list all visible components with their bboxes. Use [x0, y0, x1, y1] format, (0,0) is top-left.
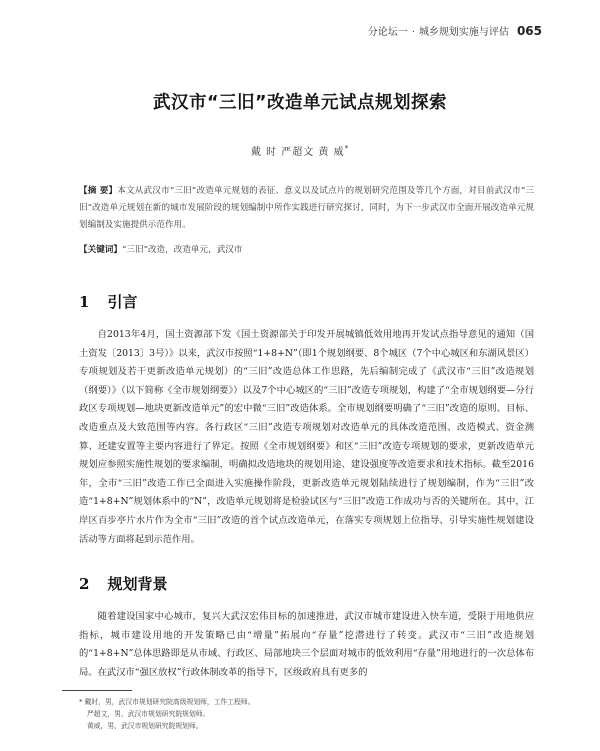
running-head-section: 分论坛一 [367, 27, 408, 38]
footnote-divider [62, 690, 132, 691]
footnote-line: * 戴时，男，武汉市规划研究院高级规划师，工作工程师。 [79, 698, 255, 706]
footnote [79, 696, 534, 732]
page-number: 065 [516, 24, 542, 38]
footnote-line: 严超文，男，武汉市规划研究院规划师。 [87, 710, 210, 718]
section-number: 1 [79, 293, 90, 311]
keywords-label: 【关键词】 [79, 245, 122, 255]
abstract-label: 【摘 要】 [79, 186, 118, 196]
section-heading-introduction [79, 291, 137, 312]
author-line [0, 143, 600, 158]
section-paragraph-background: 随着建设国家中心城市，复兴大武汉宏伟目标的加速推进，武汉市城市建设进入快车道，受限于用地供应指标，城市建设用地的开发策略已由“增量”拓展向“存量”挖潜进行了转变。武汉市“三旧”改造规划的“1+8+N”总体思路即是从市域、行政区、局部地块三个层面对城市的低效利用“存量”用地进行的一次总体布局。在武汉市“强区放权”行政体制改革的指导下，区级政府具有更多的 [79, 611, 534, 678]
section-title: 规划背景 [107, 575, 168, 593]
section-heading-background [79, 573, 167, 594]
abstract [79, 183, 534, 234]
footnote-line: 黄威，男，武汉市规划研究院规划师。 [87, 722, 203, 730]
keywords [79, 242, 534, 259]
running-head-topic: 城乡规划实施与评估 [418, 27, 509, 38]
running-head-separator: · [411, 27, 415, 38]
author-names: 戴 时 严超文 黄 威 [250, 147, 345, 158]
section-paragraph-introduction: 自2013年4月，国土资源部下发《国土资源部关于印发开展城镇低效用地再开发试点指导意见的通知（国土资发〔2013〕3号）》以来，武汉市按照“1+8+N”（即1个规划纲要、8个城区（7个中心城区和东湖风景区）专项规划及若干更新改造单元规划）的“三旧”改造总体工作思路，先后编制完成了《武汉市“三旧”改造规划（纲要）》（以下简称《全市规划纲要》）以及7个中心城区的“三旧”改造专项规划，构建了“全市规划纲要—分行政区专项规划—地块更新改造单元”的宏中微“三旧”改造体系。全市规划纲要明确了“三旧”改造的原则、目标、改造重点及大致范围等内容。各行政区“三旧”改造专项规划对改造单元的具体改造范围、改造模式、资金测算、还建安置等主要内容进行了界定。按照《全市规划纲要》和区“三旧”改造专项规划的要求，更新改造单元规划应参照实施性规划的要求编制，明确拟改造地块的规划用途、建设强度等改造要求和技术指标。截至2016年，全市“三旧”改造工作已全面进入实施操作阶段，更新改造单元规划陆续进行了规划编制，作为“三旧”改造“1+8+N”规划体系中的“N”，改造单元规划将是检验试区与“三旧”改造工作成功与否的关键所在。其中，江岸区百步亭片水片作为全市“三旧”改造的首个试点改造单元，在落实专项规划上位指导、引导实施性规划建设活动等方面将起到示范作用。 [79, 329, 534, 545]
paper-title: 武汉市“三旧”改造单元试点规划探索 [152, 92, 447, 113]
running-head [300, 23, 542, 38]
abstract-text: 本文从武汉市“三旧”改造单元规划的表征、意义以及试点片的规划研究范围及等几个方面，对目前武汉市“三旧”改造单元规划在新的城市发展阶段的规划编制中所作实践进行研究探讨，同时，为下一步武汉市全面开展改造单元规划编制及实施提供示范作用。 [79, 186, 534, 230]
section-number: 2 [79, 575, 90, 593]
section-title: 引言 [107, 293, 138, 311]
footnote-marker: * [79, 698, 83, 706]
keywords-text: “三旧”改造，改造单元，武汉市 [121, 245, 243, 255]
author-footnote-marker: * [344, 144, 350, 153]
